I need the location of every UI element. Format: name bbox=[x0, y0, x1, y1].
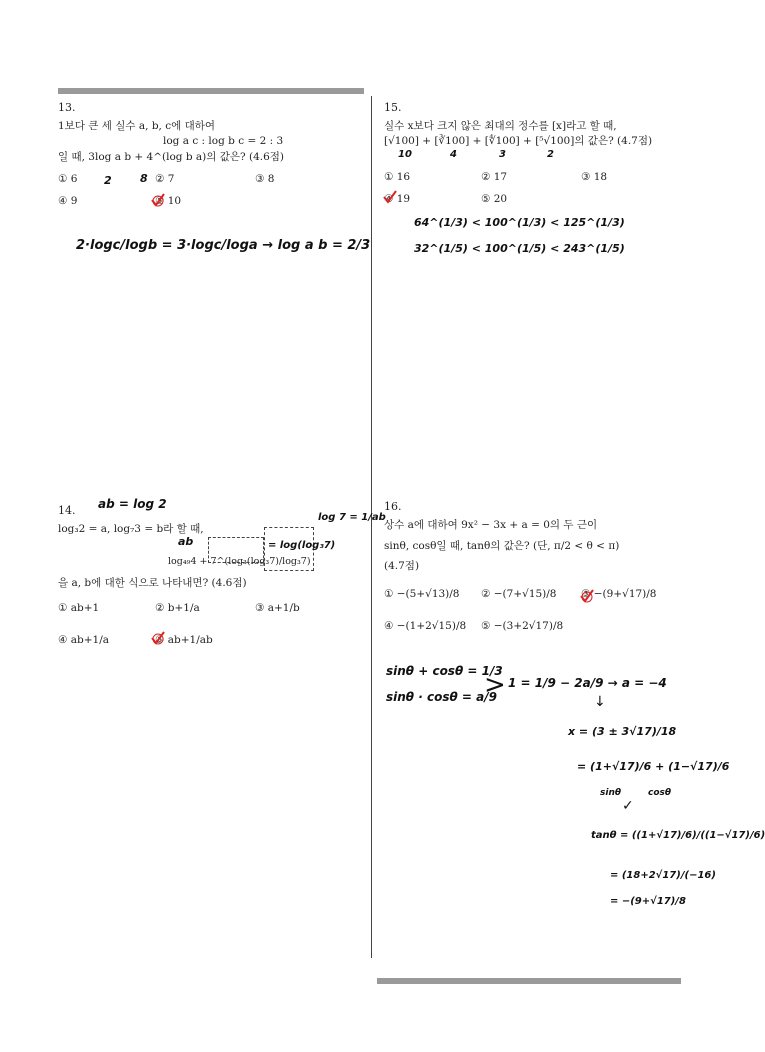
question-text: 1보다 큰 세 실수 a, b, c에 대하여 bbox=[58, 119, 216, 132]
handwritten-work: = (18+2√17)/(−16) bbox=[610, 870, 716, 881]
question-text: 실수 x보다 크지 않은 최대의 정수를 [x]라고 할 때, bbox=[384, 119, 617, 132]
handwritten-work: 32^(1/5) < 100^(1/5) < 243^(1/5) bbox=[414, 242, 625, 255]
choice-1[interactable]: ① 6 bbox=[58, 172, 78, 185]
question-16 bbox=[384, 499, 684, 641]
handwritten-note: 3 bbox=[499, 149, 506, 160]
handwritten-note: 2 bbox=[547, 149, 554, 160]
check-mark-icon bbox=[151, 631, 163, 643]
handwritten-note: 4 bbox=[450, 149, 457, 160]
choice-2[interactable]: ② b+1/a bbox=[155, 602, 200, 615]
question-number: 16. bbox=[384, 500, 402, 513]
question-text: 상수 a에 대하여 9x² − 3x + a = 0의 두 근이 bbox=[384, 518, 598, 531]
handwritten-note: log 7 = 1/ab bbox=[318, 512, 386, 523]
handwritten-note: = log(log₃7) bbox=[268, 540, 336, 551]
choice-5[interactable]: ⑤ ab+1/ab bbox=[155, 634, 213, 647]
handwritten-work: sinθ + cosθ = 1/3 bbox=[386, 664, 503, 678]
handwritten-work: = −(9+√17)/8 bbox=[610, 896, 686, 907]
choice-4[interactable]: ④ 9 bbox=[58, 194, 78, 207]
choice-2[interactable]: ② −(7+√15)/8 bbox=[481, 587, 557, 600]
arrow-down-icon: ↓ bbox=[594, 694, 606, 710]
question-text: [√100] + [∛100] + [∜100] + [⁵√100]의 값은? (4.7점) bbox=[384, 135, 653, 148]
top-bar bbox=[58, 88, 364, 94]
check-mark-icon bbox=[151, 193, 163, 205]
choices-row bbox=[384, 170, 684, 192]
dashed-box bbox=[208, 537, 264, 563]
choice-3[interactable]: ③ 18 bbox=[581, 171, 608, 183]
question-text: 을 a, b에 대한 식으로 나타내면? (4.6점) bbox=[58, 576, 247, 589]
choice-5[interactable]: ⑤ −(3+2√17)/8 bbox=[481, 619, 564, 632]
question-text: sinθ, cosθ일 때, tanθ의 값은? (단, π/2 < θ < π) bbox=[384, 540, 620, 553]
question-number: 15. bbox=[384, 101, 402, 114]
check-mark-icon bbox=[383, 190, 395, 202]
handwritten-work: tanθ = ((1+√17)/6)/((1−√17)/6) bbox=[591, 830, 765, 841]
bracket-icon: > bbox=[484, 670, 506, 700]
condition: log a c : log b c = 2 : 3 bbox=[163, 135, 284, 148]
bottom-bar bbox=[377, 978, 681, 984]
choice-5[interactable]: ⑤ 20 bbox=[481, 193, 508, 205]
choices-row bbox=[58, 633, 358, 655]
column-divider bbox=[371, 96, 372, 958]
choice-1[interactable]: ① 16 bbox=[384, 171, 411, 183]
question-text: (4.7점) bbox=[384, 560, 420, 572]
choice-2[interactable]: ② 7 bbox=[155, 172, 175, 185]
question-14 bbox=[58, 503, 358, 655]
choices-row bbox=[384, 192, 684, 214]
choice-4[interactable]: ④ 19 bbox=[384, 193, 411, 205]
choices-row bbox=[384, 587, 684, 609]
expression: log₄₉4 + 7^(log₃(log₃7)/log₃7) bbox=[168, 556, 311, 568]
choice-1[interactable]: ① ab+1 bbox=[58, 602, 100, 615]
question-15 bbox=[384, 100, 684, 214]
question-text: log₃2 = a, log₇3 = b라 할 때, bbox=[58, 522, 204, 535]
choice-5[interactable]: ⑤ 10 bbox=[155, 194, 182, 207]
choices-row bbox=[384, 619, 684, 641]
handwritten-note: 8 bbox=[140, 172, 148, 185]
check-mark-icon bbox=[580, 589, 592, 601]
handwritten-note: ab bbox=[178, 535, 194, 548]
handwritten-work: = (1+√17)/6 + (1−√17)/6 bbox=[577, 760, 730, 773]
choices-row bbox=[58, 172, 358, 194]
choice-2[interactable]: ② 17 bbox=[481, 171, 508, 183]
choice-3[interactable]: ③ a+1/b bbox=[255, 602, 300, 615]
handwritten-note: 2 bbox=[104, 174, 112, 187]
handwritten-work: 1 = 1/9 − 2a/9 → a = −4 bbox=[508, 676, 667, 690]
handwritten-work: x = (3 ± 3√17)/18 bbox=[568, 725, 677, 738]
choice-3[interactable]: ③ −(9+√17)/8 bbox=[581, 587, 657, 600]
handwritten-work: sinθ · cosθ = a/9 bbox=[386, 690, 497, 704]
handwritten-note: 10 bbox=[398, 149, 412, 160]
choice-4[interactable]: ④ −(1+2√15)/8 bbox=[384, 619, 467, 632]
question-number: 13. bbox=[58, 101, 76, 114]
question-number: 14. bbox=[58, 504, 76, 517]
question-text: 일 때, 3log a b + 4^(log b a)의 값은? (4.6점) bbox=[58, 151, 285, 163]
handwritten-work: 2·logc/logb = 3·logc/loga → log a b = 2/3 bbox=[76, 238, 371, 253]
handwritten-note: cosθ bbox=[648, 788, 672, 798]
choices-row bbox=[58, 601, 358, 623]
choice-1[interactable]: ① −(5+√13)/8 bbox=[384, 587, 460, 600]
choice-3[interactable]: ③ 8 bbox=[255, 172, 275, 185]
choices-row bbox=[58, 194, 358, 216]
check-icon: ✓ bbox=[622, 798, 634, 814]
question-13 bbox=[58, 100, 358, 216]
handwritten-work: 64^(1/3) < 100^(1/3) < 125^(1/3) bbox=[414, 216, 625, 229]
handwritten-note: ab = log 2 bbox=[98, 497, 167, 511]
handwritten-note: sinθ bbox=[600, 788, 622, 798]
choice-4[interactable]: ④ ab+1/a bbox=[58, 634, 110, 647]
